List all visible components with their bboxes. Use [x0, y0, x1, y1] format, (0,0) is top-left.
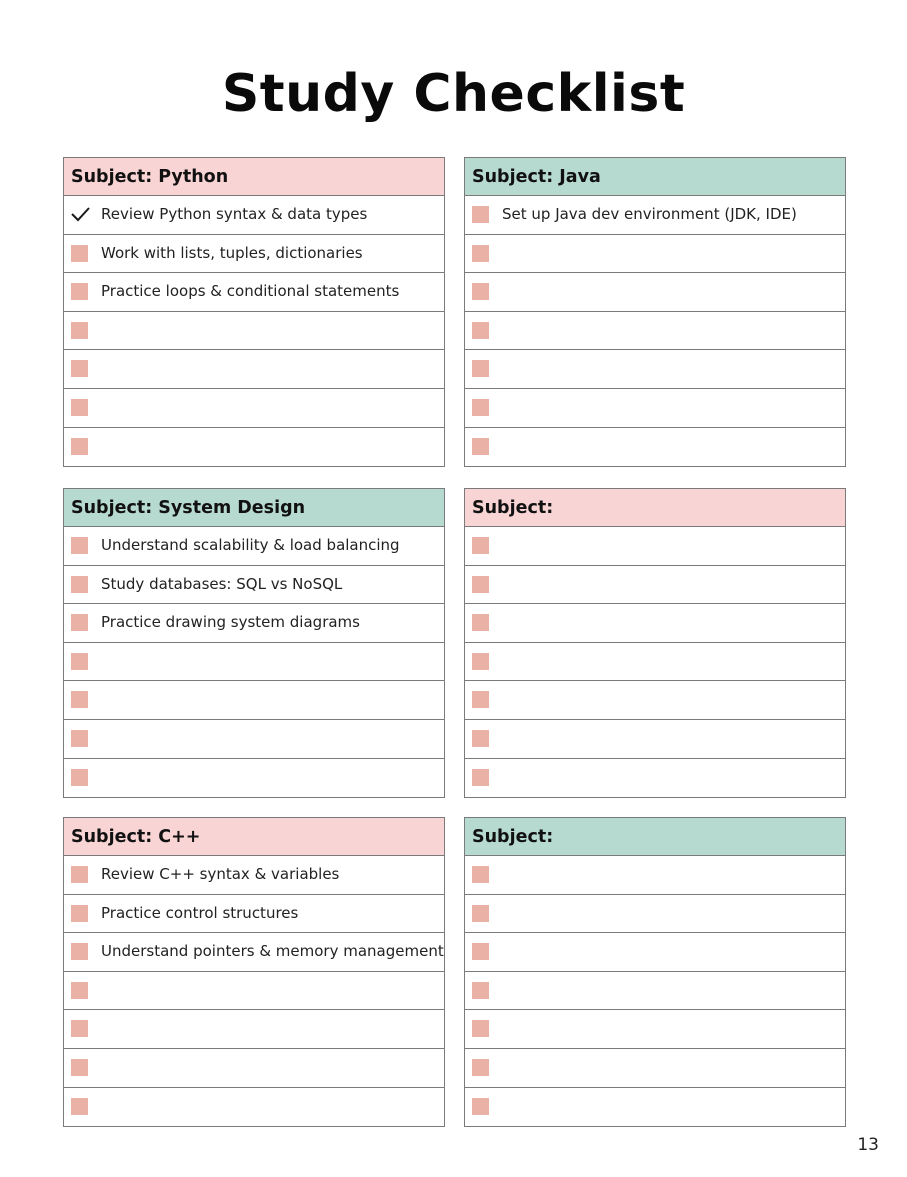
checklist-item: [465, 312, 845, 351]
checklist-item: [64, 1049, 444, 1088]
checklist-item: [465, 196, 845, 235]
checklist-item: [64, 720, 444, 759]
checkbox[interactable]: [71, 943, 88, 960]
checkbox-checked[interactable]: [71, 206, 88, 223]
checkbox[interactable]: [71, 283, 88, 300]
checklist-item: [64, 527, 444, 566]
checklist-item: [64, 604, 444, 643]
page-number: 13: [857, 1135, 879, 1155]
checkbox[interactable]: [71, 537, 88, 554]
item-text: Set up Java dev environment (JDK, IDE): [502, 205, 797, 223]
checklist-item: [64, 389, 444, 428]
checkbox[interactable]: [71, 905, 88, 922]
checkbox[interactable]: [71, 399, 88, 416]
checkbox[interactable]: [472, 245, 489, 262]
checkbox[interactable]: [472, 905, 489, 922]
card-header: Subject:: [465, 818, 845, 856]
checklist-item: [64, 350, 444, 389]
checkbox[interactable]: [472, 537, 489, 554]
card-header: Subject:: [465, 489, 845, 527]
checkbox[interactable]: [71, 614, 88, 631]
checklist-item: [64, 759, 444, 798]
checklist-item: [465, 604, 845, 643]
checkbox[interactable]: [472, 614, 489, 631]
checklist-item: [64, 643, 444, 682]
checkbox[interactable]: [472, 438, 489, 455]
checklist-item: [465, 759, 845, 798]
checkbox[interactable]: [472, 1020, 489, 1037]
checklist-card: [63, 488, 445, 798]
checkbox[interactable]: [71, 866, 88, 883]
checkbox[interactable]: [472, 982, 489, 999]
checklist-item: [465, 527, 845, 566]
card-header: Subject: C++: [64, 818, 444, 856]
checkbox[interactable]: [472, 653, 489, 670]
checkbox[interactable]: [71, 1098, 88, 1115]
checklist-item: [465, 972, 845, 1011]
card-header: Subject: System Design: [64, 489, 444, 527]
checkbox[interactable]: [472, 576, 489, 593]
item-text: Review Python syntax & data types: [101, 205, 368, 223]
page-title: Study Checklist: [221, 64, 686, 124]
checklist-item: [64, 681, 444, 720]
checklist-item: [64, 428, 444, 467]
checklist-item: [64, 972, 444, 1011]
checkbox[interactable]: [472, 360, 489, 377]
checkbox[interactable]: [472, 1098, 489, 1115]
checklist-item: [64, 196, 444, 235]
checkbox[interactable]: [71, 982, 88, 999]
checkbox[interactable]: [71, 730, 88, 747]
checklist-item: [64, 933, 444, 972]
item-text: Practice control structures: [101, 903, 299, 922]
checklist-item: [465, 1088, 845, 1127]
item-text: Practice loops & conditional statements: [101, 282, 400, 301]
checkbox[interactable]: [71, 322, 88, 339]
checkbox[interactable]: [472, 322, 489, 339]
checkbox[interactable]: [472, 283, 489, 300]
checklist-card: [464, 817, 846, 1127]
checklist-item: [465, 428, 845, 467]
card-header: Subject: Python: [64, 158, 444, 196]
checklist-item: [64, 235, 444, 274]
checkbox[interactable]: [472, 206, 489, 223]
checkbox[interactable]: [472, 730, 489, 747]
checkbox[interactable]: [71, 1059, 88, 1076]
checklist-item: [64, 273, 444, 312]
checklist-card: [464, 488, 846, 798]
checklist-item: [64, 312, 444, 351]
checklist-item: [64, 566, 444, 605]
card-header: Subject: Java: [465, 158, 845, 196]
checklist-item: [465, 1010, 845, 1049]
item-text: Review C++ syntax & variables: [101, 865, 340, 883]
item-text: Understand scalability & load balancing: [101, 536, 400, 554]
checklist-item: [465, 235, 845, 274]
checkbox[interactable]: [71, 360, 88, 377]
checkbox[interactable]: [472, 866, 489, 883]
item-text: Study databases: SQL vs NoSQL: [101, 574, 343, 593]
checklist-item: [465, 350, 845, 389]
item-text: Work with lists, tuples, dictionaries: [101, 243, 363, 262]
checklist-item: [465, 566, 845, 605]
checklist-item: [64, 856, 444, 895]
checkbox[interactable]: [472, 691, 489, 708]
checkbox[interactable]: [472, 769, 489, 786]
checkbox[interactable]: [71, 653, 88, 670]
checklist-item: [465, 720, 845, 759]
checkbox[interactable]: [71, 245, 88, 262]
checklist-card: [63, 817, 445, 1127]
checklist-item: [465, 643, 845, 682]
checklist-item: [465, 389, 845, 428]
checklist-item: [465, 895, 845, 934]
checklist-item: [64, 1088, 444, 1127]
item-text: Practice drawing system diagrams: [101, 613, 360, 632]
checkbox[interactable]: [71, 438, 88, 455]
checklist-card: [63, 157, 445, 467]
checkbox[interactable]: [472, 943, 489, 960]
checkbox[interactable]: [71, 691, 88, 708]
checklist-item: [64, 895, 444, 934]
checkbox[interactable]: [472, 1059, 489, 1076]
checklist-item: [465, 273, 845, 312]
item-text: Understand pointers & memory management: [101, 942, 444, 961]
checklist-item: [64, 1010, 444, 1049]
checklist-item: [465, 856, 845, 895]
checkmark-icon: [71, 206, 91, 223]
checklist-item: [465, 933, 845, 972]
checklist-item: [465, 1049, 845, 1088]
checkbox[interactable]: [71, 1020, 88, 1037]
checkbox[interactable]: [71, 576, 88, 593]
checklist-card: [464, 157, 846, 467]
checkbox[interactable]: [472, 399, 489, 416]
checkbox[interactable]: [71, 769, 88, 786]
checklist-item: [465, 681, 845, 720]
